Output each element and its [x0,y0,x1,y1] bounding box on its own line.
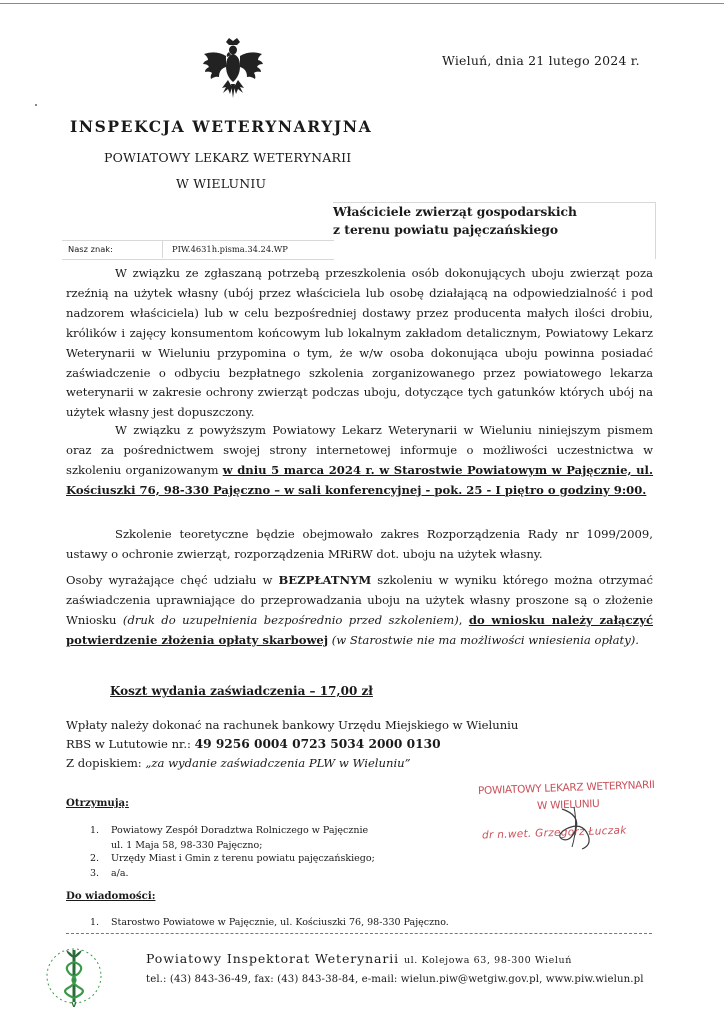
fee-requirement: do wniosku należy załączyć potwierdzenie złożenia opłaty skarbowej [66,612,654,647]
scan-mark [35,104,37,106]
payment-line-3 [66,754,411,773]
list-item-line: Powiatowy Zespół Doradztwa Rolniczego w Pajęcznie [111,825,369,836]
note-label: Z dopiskiem: [66,756,146,770]
list-item [111,824,368,853]
list-item-number: 2. [90,853,100,864]
stamp-signatory: dr n.wet. Grzegorz Łuczak [481,824,627,842]
eagle-emblem-icon [200,36,266,102]
payment-line-1: Wpłaty należy dokonać na rachunek bankowy Urzędu Miejskiego w Wieluniu [66,718,519,732]
bank-account-number: 49 9256 0004 0723 5034 2000 0130 [194,737,441,751]
paragraph-training-need [66,264,653,423]
paragraph-application [66,571,653,651]
list-item: a/a. [111,868,129,879]
top-rule [0,3,724,4]
footer-organization [146,951,572,966]
info-title: Do wiadomości: [66,890,156,902]
office-name: POWIATOWY LEKARZ WETERYNARII [104,150,352,165]
paragraph-training-scope [66,525,653,565]
list-item-number: 1. [90,825,100,836]
p4-text-c: szkoleniu w wyniku którego można otrzymać zaświadczenia uprawniające do przeprowadzania uboju na użytek własny proszone są o złożenie Wniosku [66,573,653,627]
training-date-location: w dniu 5 marca 2024 r. w Starostwie Powiatowym w Pajęcznie, ul. Kościuszki 76, 98-330 Pajęczno – w sali konferencyjnej - pok. 25 - I piętro o godziny 9:00. [66,462,653,497]
paragraph-2-text: W związku z powyższym Powiatowy Lekarz Weterynarii w Wieluniu niniejszym pismem oraz za pośrednictwem swojej strony internetowej informuje o możliwości uczestnictwa w szkoleniu organizowanym [66,423,653,477]
certificate-cost: Koszt wydania zaświadczenia – 17,00 zł [110,684,373,698]
reference-number: PIW.4631h.pisma.34.24.WP [172,244,288,254]
payment-note: „za wydanie zaświadczenia PLW w Wieluniu” [145,756,411,770]
bank-label: RBS w Lututowie nr.: [66,737,195,751]
stamp-location: W WIELUNIU [536,797,600,813]
list-item-line: ul. 1 Maja 58, 98-330 Pajęczno; [111,839,263,851]
paragraph-training-announcement [66,421,653,501]
letter-date: Wieluń, dnia 21 lutego 2024 r. [442,53,640,68]
footer-contact: tel.: (43) 843-36-49, fax: (43) 843-38-84, e-mail: wielun.piw@wetgiw.gov.pl, www.piw.wielun.pl [146,974,644,985]
svg-text:V: V [71,1001,77,1009]
p4-text-a: Osoby wyrażające chęć udziału w [66,573,279,587]
veterinary-logo-icon [44,940,104,1012]
payment-line-2 [66,735,441,754]
office-location: W WIELUNIU [176,176,267,191]
list-item-number: 1. [90,917,100,928]
footer-org-name: Powiatowy Inspektorat Weterynarii [146,951,400,966]
footer-divider [66,933,652,934]
institution-name: INSPEKCJA WETERYNARYJNA [70,117,373,136]
p4-text-d: (druk do uzupełnienia bezpośrednio przed szkoleniem) [122,612,459,627]
paragraph-3-text: Szkolenie teoretyczne będzie obejmowało zakres Rozporządzenia Rady nr 1099/2009, ustawy o ochronie zwierząt, rozporządzenia MRiRW dot. uboju na użytek własny. [66,527,653,561]
p4-text-e: , [458,612,469,627]
reference-label: Nasz znak: [68,244,113,254]
signature-mark [556,805,596,853]
recipient-line-2: z terenu powiatu pajęczańskiego [333,222,559,237]
p4-text-h: (w Starostwie nie ma możliwości wniesienia opłaty). [331,632,639,647]
paragraph-1-text: W związku ze zgłaszaną potrzebą przeszkolenia osób dokonujących uboju zwierząt poza rzeźnią na użytek własny (ubój przez właściciela lub osobę działającą na odpowiedzialność i pod nadzorem właściciela) lub w celu bezpośredniej dostawy przez producenta małych ilości drobiu, królików i zajęcy konsumentom końcowym lub lokalnym zakładom detalicznym, Powiatowy Lekarz Weterynarii w Wieluniu przypomina o tym, że w/w osoba dokonująca uboju powinna posiadać zaświadczenie o odbyciu bezpłatnego szkolenia zorganizowanego przez powiatowego lekarza weterynarii w zakresie ochrony zwierząt podczas uboju, dotyczące tych gatunków których ubój na użytek własny jest dopuszczony. [66,266,653,420]
list-item-number: 3. [90,868,100,879]
reference-divider [162,240,163,258]
recipient-line-1: Właściciele zwierząt gospodarskich [333,204,577,219]
free-emphasis: BEZPŁATNYM [278,573,372,587]
receivers-title: Otrzymują: [66,797,129,809]
stamp-office: POWIATOWY LEKARZ WETERYNARII [477,778,655,798]
list-item: Urzędy Miast i Gmin z terenu powiatu pajęczańskiego; [111,853,375,864]
list-item: Starostwo Powiatowe w Pajęcznie, ul. Kościuszki 76, 98-330 Pajęczno. [111,917,449,928]
footer-address: ul. Kolejowa 63, 98-300 Wieluń [403,955,572,966]
